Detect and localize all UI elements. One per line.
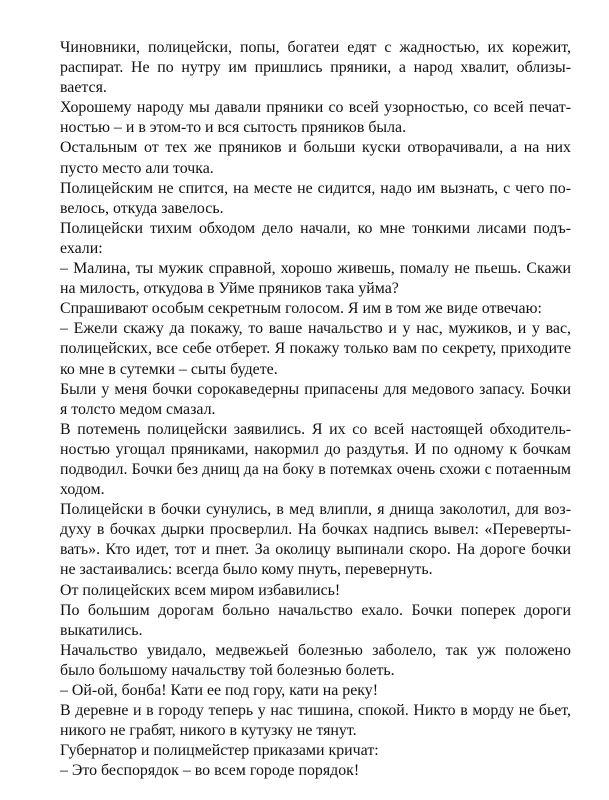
paragraph: Полицейски в бочки сунулись, в мед влипли, я днища заколотил, для воздуху в бочках дырки просверлил. На бочках надпись вывел: «Перевертывать». Кто идет, тот и пнет. За околицу выпинали скоро. На дороге бочки не застаивались: всегда было кому пнуть, перевернуть. <box>60 501 571 579</box>
paragraph: – Ой-ой, бонба! Кати ее под гору, кати на реку! <box>60 682 379 699</box>
paragraph: От полицейских всем миром избавились! <box>60 581 341 599</box>
paragraph: – Малина, ты мужик справной, хорошо живешь, помалу не пьешь. Скажи на милость, откудова в Уйме пряников така уйма? <box>60 260 571 298</box>
paragraph: Спрашивают особым секретным голосом. Я им в том же виде отвечаю: <box>60 300 542 318</box>
paragraph: – Это беспорядок – во всем городе порядок! <box>60 762 360 780</box>
paragraph: Чиновники, полицейски, попы, богатеи едят с жадностью, их корежит, распират. Не по нутру им пришлись пряники, а народ хвалит, облизывается. <box>60 39 571 97</box>
paragraph: В потемень полицейски заявились. Я их со всей настоящей обходительностью угощал пряниками, накормил до раздутья. И по одному к бочкам подводил. Бочки без днищ да на боку в потемках очень схожи с потаенным ходом. <box>60 420 571 499</box>
paragraph: В деревне и в городу теперь у нас тишина, спокой. Никто в морду не бьет, никого не грабят, никого в кутузку не тянут. <box>60 702 571 740</box>
paragraph: – Ежели скажу да покажу, то ваше начальство и у нас, мужиков, и у вас, полицейских, все себе отберет. Я покажу только вам по секрету, приходите ко мне в сутемки – сыты будете. <box>60 320 571 378</box>
paragraph: Хорошему народу мы давали пряники со всей узорностью, со всей печатностью – и в этом-то и вся сытость пряников была. <box>60 99 571 137</box>
document-page <box>60 38 571 781</box>
paragraph: Были у меня бочки сорокаведерны припасены для медового запасу. Бочки я толсто медом смазал. <box>60 380 571 418</box>
paragraph: Полицейски тихим обходом дело начали, ко мне тонкими лисами подъехали: <box>60 219 571 257</box>
paragraph: Полицейским не спится, на месте не сидится, надо им вызнать, с чего повелось, откуда завелось. <box>60 179 571 217</box>
paragraph: По большим дорогам больно начальство ехало. Бочки поперек дороги выкатились. <box>60 601 571 639</box>
paragraph: Губернатор и полицмейстер приказами кричат: <box>60 742 379 760</box>
paragraph: Остальным от тех же пряников и больши куски отворачивали, а на них пусто место али точка. <box>60 139 571 177</box>
paragraph: Начальство увидало, медвежьей болезнью заболело, так уж положено было большому начальству той болезнью болеть. <box>60 641 571 679</box>
